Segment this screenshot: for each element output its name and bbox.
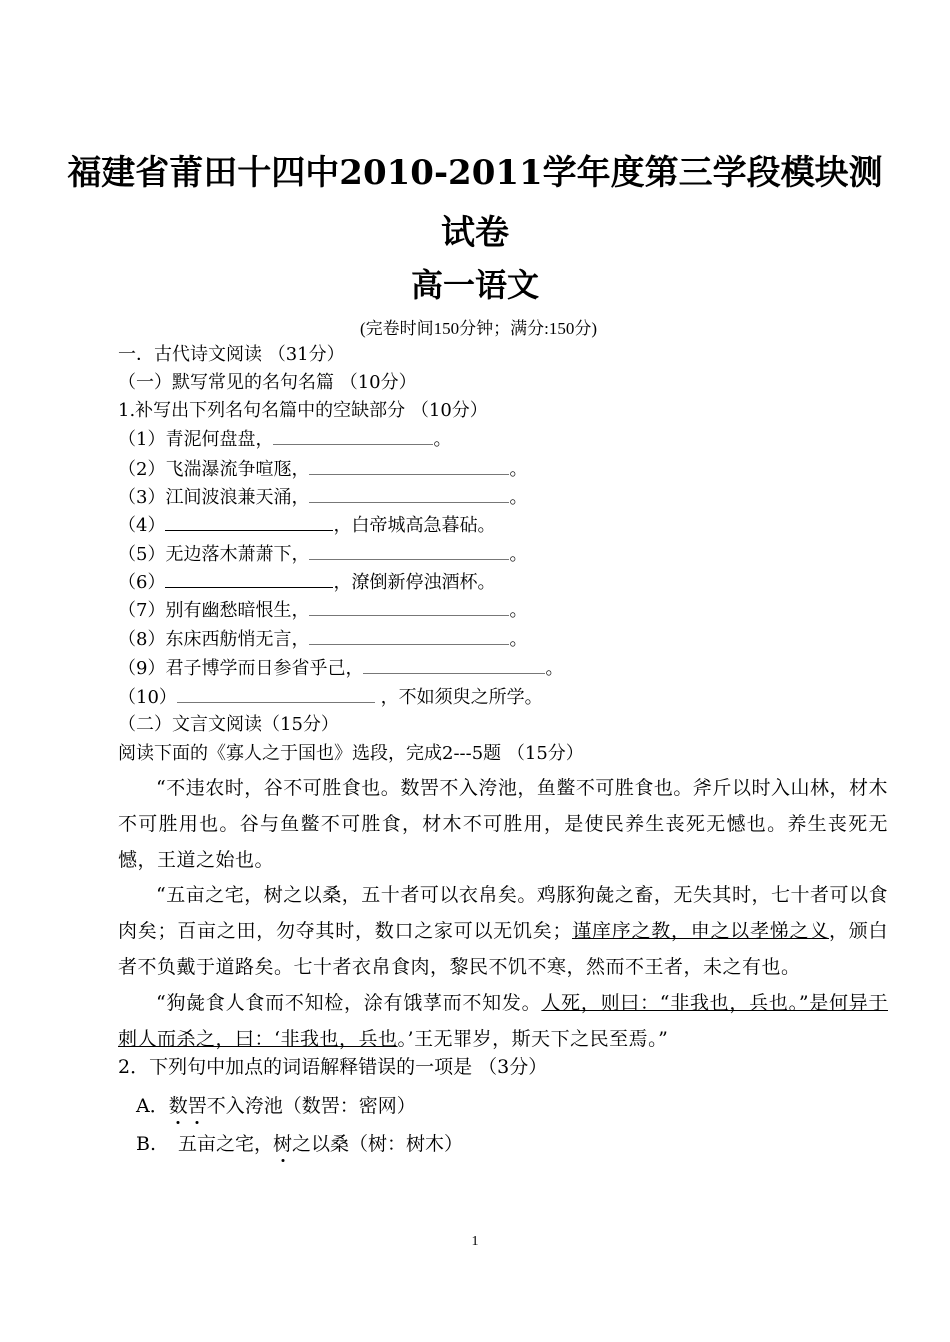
fill-item: [118, 456, 898, 484]
fill-item: [118, 426, 898, 454]
answer-blank[interactable]: [309, 543, 509, 560]
item-text: 。: [509, 600, 528, 621]
time-info: (完卷时间150分钟；满分:150分): [360, 319, 598, 338]
item-text: （7）别有幽愁暗恨生，: [118, 600, 310, 621]
option-label: B.: [136, 1133, 157, 1155]
item-text: ，潦倒新停浊酒杯。: [333, 572, 496, 593]
question-1-stem: 1.补写出下列名句名篇中的空缺部分 （10分）: [118, 400, 488, 421]
answer-blank[interactable]: [309, 486, 509, 503]
fill-item: [118, 626, 898, 654]
item-text: 。: [509, 487, 528, 508]
underlined-sentence: 谨庠序之教，申之以孝悌之义: [571, 920, 829, 942]
answer-blank[interactable]: [309, 458, 509, 475]
passage-text: “五亩之宅，树之以桑，五十者可以衣帛矣。鸡豚狗彘之畜，无失其时，七十者可以食肉矣；百亩之田，勿夺其时，数口之家可以无饥矣；: [118, 884, 888, 942]
answer-blank[interactable]: [363, 657, 545, 674]
fill-item: [118, 655, 898, 683]
item-text: （4）: [118, 515, 166, 536]
item-text: （1）青泥何盘盘，: [118, 429, 274, 450]
item-text: 。: [509, 459, 528, 480]
answer-blank[interactable]: [165, 571, 333, 588]
option-text: 五亩之宅，: [178, 1133, 274, 1155]
answer-blank[interactable]: [177, 686, 375, 703]
passage-text: ，颁白者不负戴于道路矣。七十者衣帛食肉，黎民不饥不寒，然而不王者，未之有也。: [118, 920, 888, 978]
dotted-char: 数: [168, 1095, 188, 1117]
passage-text: 。’王无罪岁，斯天下之民至焉。”: [397, 1028, 669, 1050]
item-text: （3）江间波浪兼天涌，: [118, 487, 310, 508]
fill-item: [118, 541, 898, 569]
dotted-char: 树: [273, 1133, 293, 1155]
passage-paragraph-1: “不违农时，谷不可胜食也。数罟不入洿池，鱼鳖不可胜食也。斧斤以时入山林，材木不可胜用也。谷与鱼鳖不可胜食，材木不可胜用，是使民养生丧死无憾也。养生丧死无憾，王道之始也。: [118, 777, 888, 871]
item-text: （2）飞湍瀑流争喧豗，: [118, 459, 310, 480]
underlined-sentence: 人死，则曰：“非我也，兵也。”是何异于刺人而杀之，曰：‘非我也，兵也: [118, 992, 888, 1050]
item-text: 。: [433, 429, 452, 450]
fill-item: [118, 597, 898, 625]
reading-intro: 阅读下面的《寡人之于国也》选段，完成2---5题 （15分）: [118, 743, 584, 764]
item-text: （5）无边落木萧萧下，: [118, 544, 310, 565]
dotted-char: 罟: [187, 1095, 207, 1117]
answer-blank[interactable]: [309, 599, 509, 616]
answer-blank[interactable]: [309, 628, 509, 645]
option-a[interactable]: [136, 1092, 916, 1120]
item-text: ，白帝城高急暮砧。: [333, 515, 496, 536]
item-text: 。: [509, 629, 528, 650]
fill-item: [118, 512, 898, 540]
subsection-heading: （一）默写常见的名句名篇 （10分）: [118, 372, 417, 393]
section-heading: 一．古代诗文阅读 （31分）: [118, 344, 345, 365]
item-text: 。: [545, 658, 564, 679]
option-text: 之以桑（树：树木）: [292, 1133, 464, 1155]
item-text: （10）: [118, 687, 177, 708]
option-b[interactable]: [136, 1130, 916, 1158]
subsection-heading: （二）文言文阅读（15分）: [118, 714, 339, 735]
answer-blank[interactable]: [273, 428, 433, 445]
item-text: （6）: [118, 572, 166, 593]
fill-item: [118, 484, 898, 512]
subject-title: 高一语文: [410, 266, 539, 304]
item-text: ，不如须臾之所学。: [374, 687, 543, 708]
fill-item: [118, 569, 898, 597]
question-2-stem: 2．下列句中加点的词语解释错误的一项是 （3分）: [118, 1056, 548, 1078]
exam-title-line1: 福建省莆田十四中2010-2011学年度第三学段模块测: [67, 153, 883, 193]
passage-paragraph-2: [118, 877, 888, 985]
item-text: 。: [509, 544, 528, 565]
item-text: （8）东床西舫悄无言，: [118, 629, 310, 650]
option-text: 不入洿池（数罟：密网）: [206, 1095, 416, 1117]
passage-paragraph-3: [118, 985, 888, 1057]
page-number: 1: [471, 1234, 479, 1249]
item-text: （9）君子博学而日参省乎己，: [118, 658, 364, 679]
exam-title-line2: 试卷: [441, 213, 509, 253]
fill-item: [118, 684, 898, 712]
passage-text: “狗彘食人食而不知检，涂有饿莩而不知发。: [156, 992, 542, 1014]
answer-blank[interactable]: [165, 514, 333, 531]
option-label: A．: [136, 1095, 169, 1117]
